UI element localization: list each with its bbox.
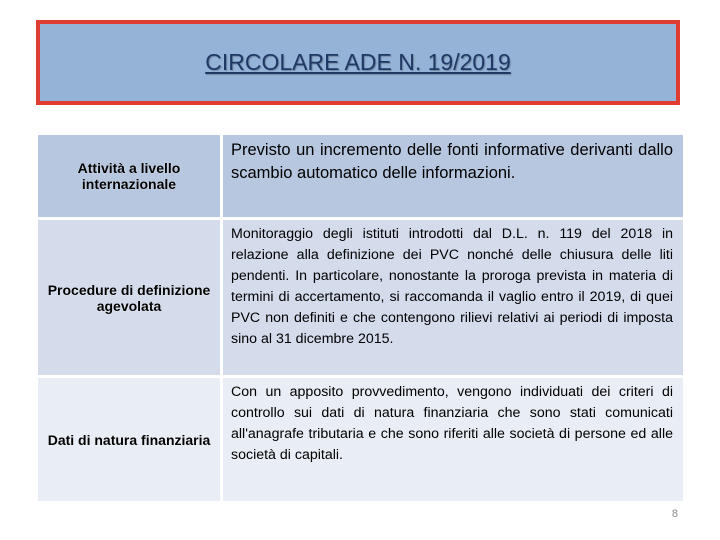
page-number: 8 [671, 508, 678, 520]
row-label: Procedure di definizione agevolata [38, 220, 220, 375]
title-banner [36, 20, 680, 105]
table-row [38, 378, 683, 501]
table-row [38, 135, 683, 220]
content-table [38, 135, 683, 501]
table-row [38, 220, 683, 378]
row-label: Dati di natura finanziaria [38, 378, 220, 501]
row-text: Monitoraggio degli istituti introdotti dal D.L. n. 119 del 2018 in relazione alla definizione dei PVC nonché delle chiusura delle liti pendenti. In particolare, nonostante la proroga prevista in materia di termini di accertamento, si raccomanda il vaglio entro il 2019, di quei PVC non definiti e che contengono rilievi relativi ai periodi di imposta sino al 31 dicembre 2015. [220, 220, 683, 375]
slide-title: CIRCOLARE ADE N. 19/2019 [205, 49, 511, 75]
row-label: Attività a livello internazionale [38, 135, 220, 217]
row-text: Previsto un incremento delle fonti informative derivanti dallo scambio automatico delle informazioni. [220, 135, 683, 217]
row-text: Con un apposito provvedimento, vengono individuati dei criteri di controllo sui dati di natura finanziaria che sono stati comunicati all'anagrafe tributaria e che sono riferiti alle società di persone ed alle società di capitali. [220, 378, 683, 501]
